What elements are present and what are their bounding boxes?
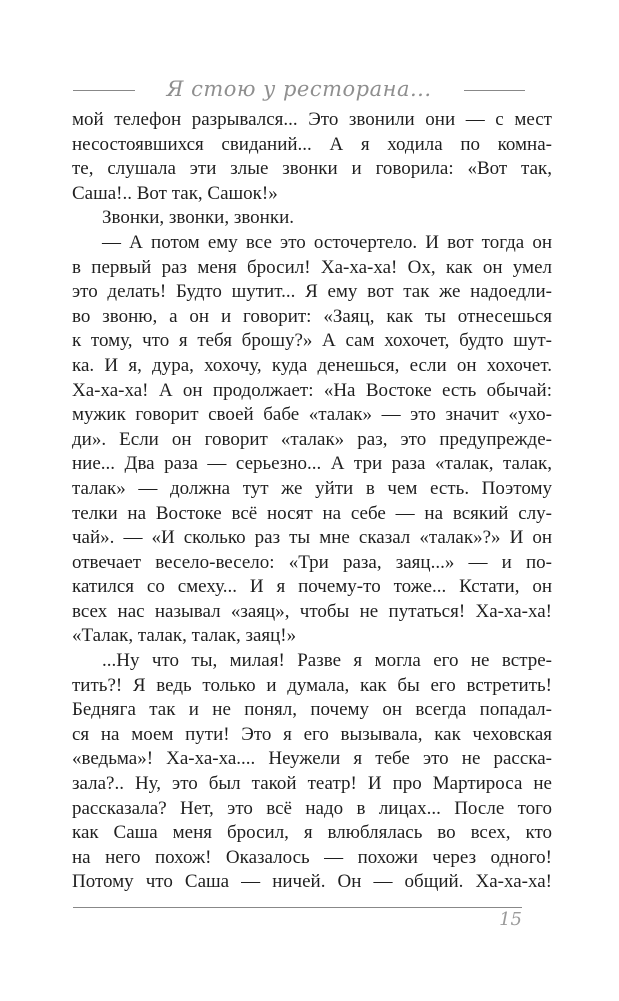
paragraph (72, 108, 552, 206)
text-line: тить?! Я ведь только и думала, как бы его встретить! (72, 674, 552, 696)
text-line: всех нас называл «заяц», чтобы не путаться! Ха-ха-ха! (72, 600, 552, 622)
header-rule-right (464, 90, 526, 91)
text-line: ся на моем пути! Это я его вызывала, как чеховская (72, 723, 552, 745)
text-line: телки на Востоке всё носят на себе — на всякий слу- (72, 502, 552, 524)
text-line: ка. И я, дура, хохочу, куда денешься, если он хохочет. (72, 354, 552, 376)
paragraph (72, 206, 552, 231)
text-line: во звоню, а он и говорит: «Заяц, как ты отнесешься (72, 305, 552, 327)
text-line: «ведьма»! Ха-ха-ха.... Неужели я тебе это не расска- (72, 748, 552, 770)
text-line: талак» — должна тут же уйти в чем есть. Поэтому (72, 477, 552, 499)
text-line: ние... Два раза — серьезно... А три раза «талак, талак, (72, 453, 552, 475)
text-line: катился со смеху... И я почему-то тоже... Кстати, он (72, 576, 552, 598)
text-line: Звонки, звонки, звонки. (102, 207, 295, 229)
text-line: рассказала? Нет, это всё надо в лицах... После того (72, 797, 552, 819)
text-line: мой телефон разрывался... Это звонили они — с мест (72, 109, 552, 130)
text-line: «Талак, талак, талак, заяц!» (72, 625, 297, 647)
text-line: мужик говорит своей бабе «талак» — это значит «ухо- (72, 404, 552, 426)
text-line: несостоявшихся свиданий... А я ходила по комна- (72, 133, 552, 155)
text-line: отвечает весело-весело: «Три раза, заяц...» — и по- (72, 551, 552, 573)
text-line: как Саша меня бросил, я влюблялась во всех, кто (72, 822, 552, 844)
paragraph (72, 231, 552, 649)
header-rule-left (73, 90, 135, 91)
text-line: к тому, что я тебя брошу?» А сам хохочет, будто шут- (72, 330, 552, 352)
footer-rule (73, 907, 522, 908)
page-text (72, 108, 552, 895)
text-line: те, слушала эти злые звонки и говорила: «Вот так, (72, 158, 552, 180)
text-line: на него похож! Оказалось — похожи через одного! (72, 846, 552, 868)
text-line: в первый раз меня бросил! Ха-ха-ха! Ох, как он умел (72, 256, 552, 278)
text-line: Саша!.. Вот так, Сашок!» (72, 182, 278, 204)
text-line: Ха-ха-ха! А он продолжает: «На Востоке есть обычай: (72, 379, 552, 401)
text-line: — А потом ему все это осточертело. И вот тогда он (102, 231, 552, 253)
text-line: зала?.. Ну, это был такой театр! И про Мартироса не (72, 773, 552, 795)
text-line: это делать! Будто шутит... Я ему вот так же надоедли- (72, 281, 552, 303)
running-head (73, 74, 525, 104)
running-title: Я стою у ресторана... (166, 77, 432, 101)
page-number: 15 (499, 909, 522, 930)
text-line: ...Ну что ты, милая! Разве я могла его не встре- (102, 650, 552, 672)
text-line: ди». Если он говорит «талак» раз, это предупрежде- (72, 428, 552, 450)
paragraph (72, 649, 552, 895)
text-line: чай». — «И сколько раз ты мне сказал «талак»?» И он (72, 527, 552, 549)
text-line: Потому что Саша — ничей. Он — общий. Ха-ха-ха! (72, 871, 552, 893)
text-line: Бедняга так и не понял, почему он всегда попадал- (72, 699, 552, 721)
